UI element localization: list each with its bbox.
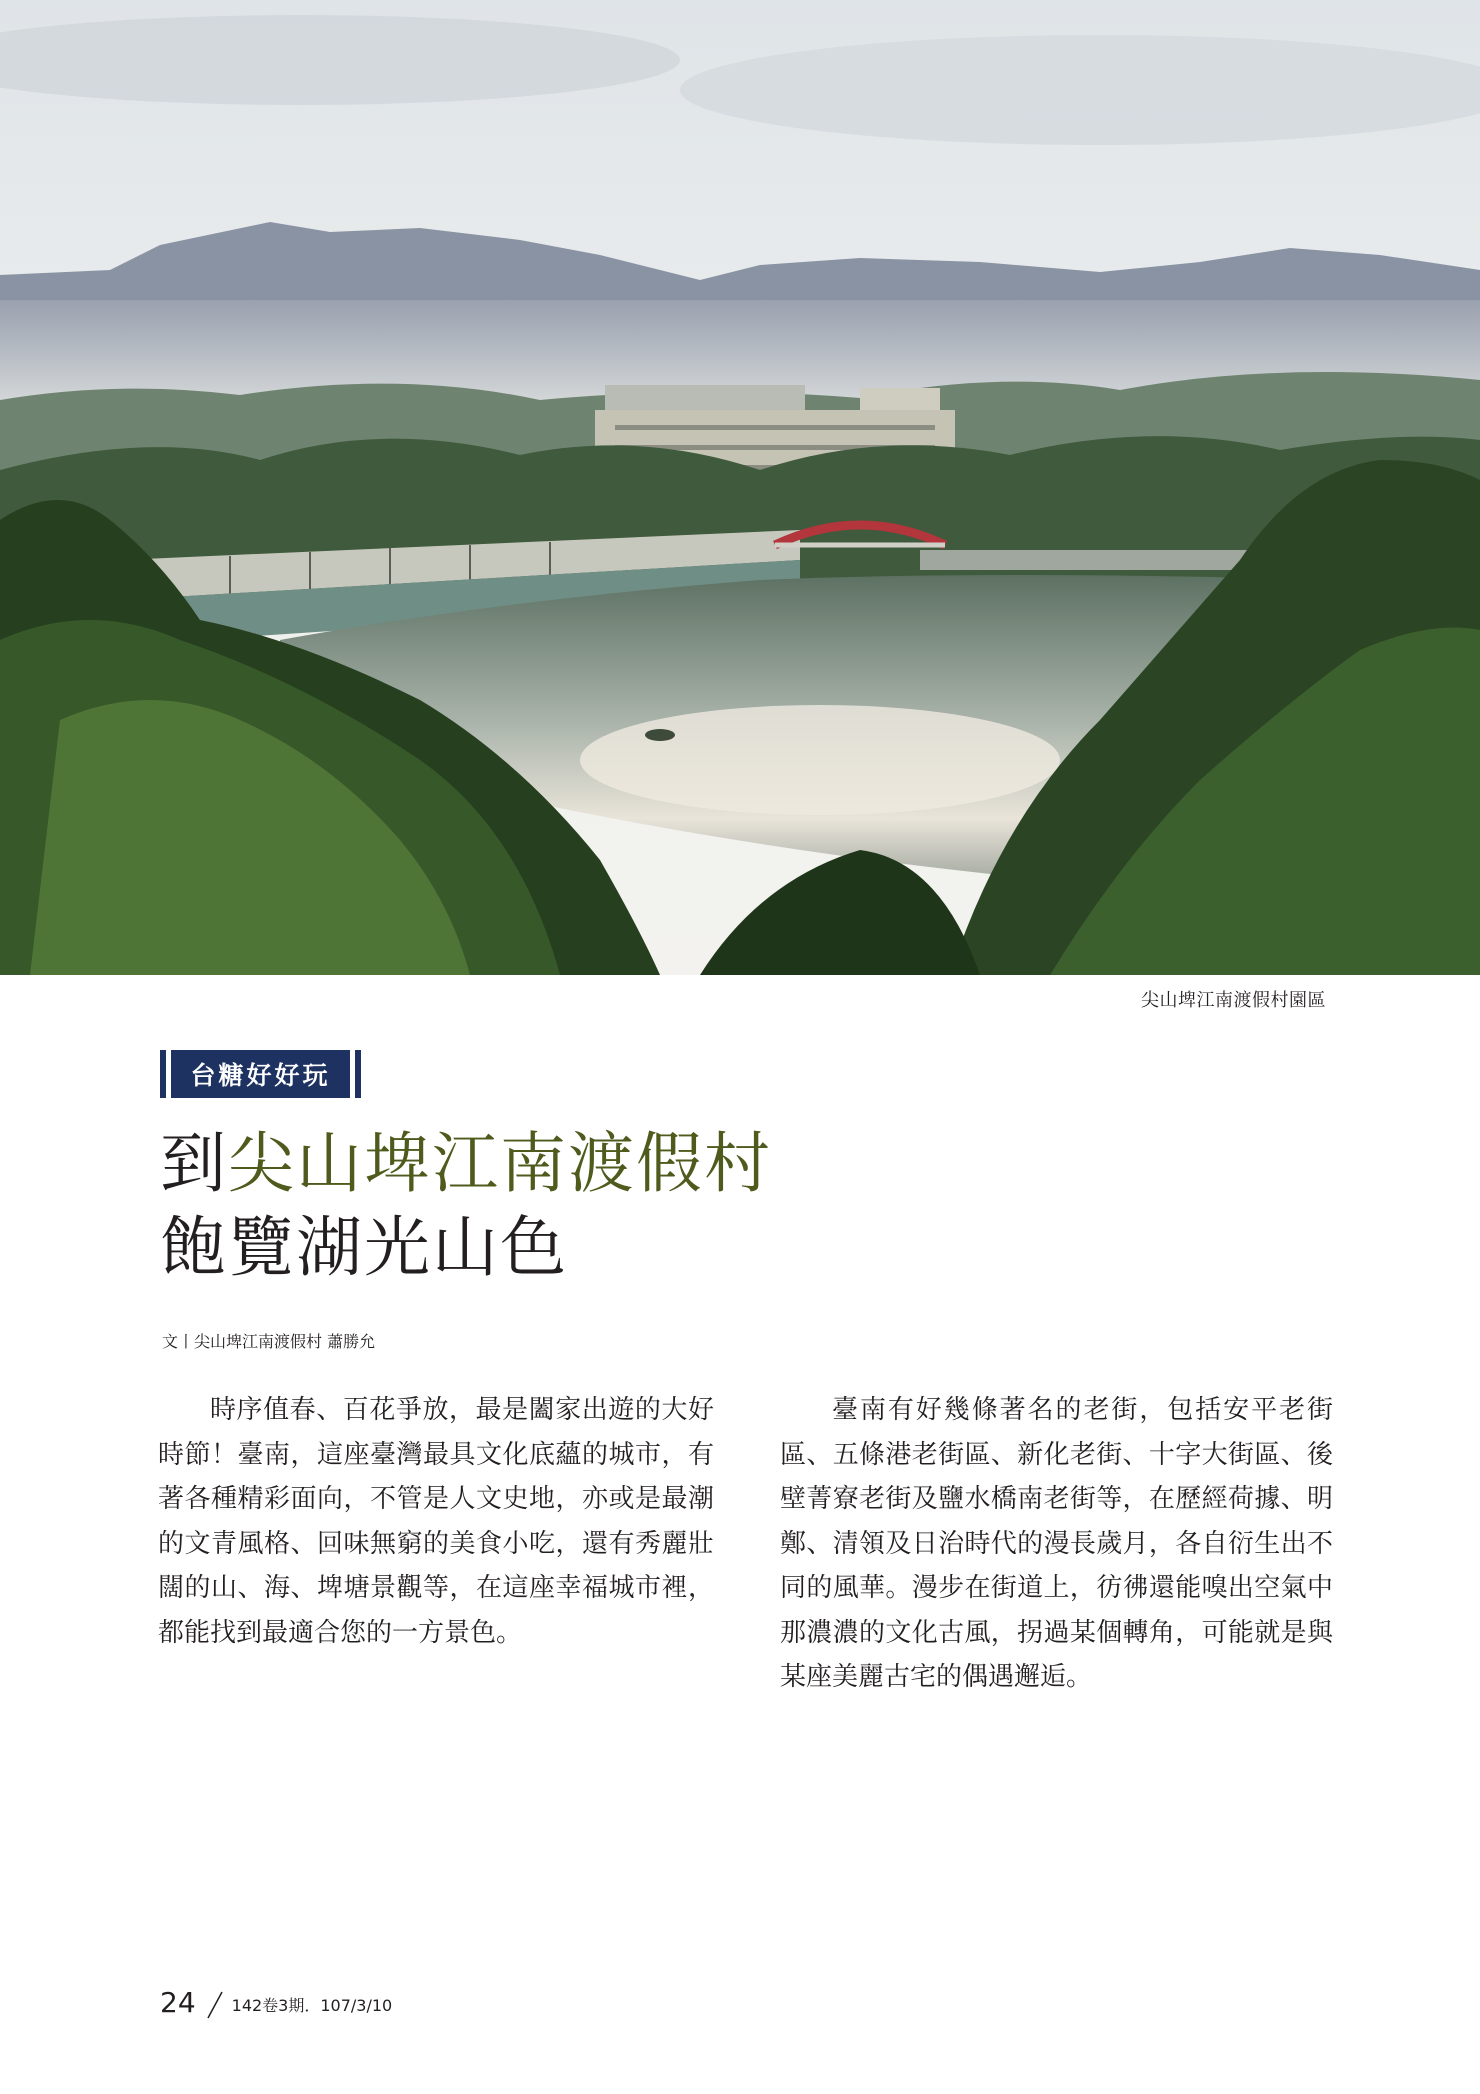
column-tag-label: 台糖好好玩 [190, 1061, 331, 1090]
byline: 文丨尖山埤江南渡假村 蕭勝允 [162, 1332, 376, 1351]
title-line-2: 飽覽湖光山色 [160, 1209, 568, 1286]
lake-landscape-illustration [0, 0, 1480, 975]
body-column-right: 臺南有好幾條著名的老街，包括安平老街區、五條港老街區、新化老街、十字大街區、後壁菁寮老街及鹽水橋南老街等，在歷經荷據、明鄭、清領及日治時代的漫長歲月，各自衍生出不同的風華。漫步在街道上，彷彿還能嗅出空氣中那濃濃的文化古風，拐過某個轉角，可能就是與某座美麗古宅的偶遇邂逅。 [780, 1395, 1333, 1692]
photo-caption: 尖山埤江南渡假村園區 [1141, 990, 1326, 1011]
page-number: 24 [160, 1986, 196, 2019]
column-tag [160, 1050, 361, 1098]
title-accent: 尖山埤江南渡假村 [228, 1125, 772, 1202]
title-prefix: 到 [160, 1125, 228, 1202]
article-title [160, 1122, 772, 1290]
hero-photo [0, 0, 1480, 975]
issue-info: 142卷3期．107/3/10 [231, 1996, 393, 2015]
title-line-1 [160, 1122, 772, 1206]
body-column-left: 時序值春、百花爭放，最是闔家出遊的大好時節！臺南，這座臺灣最具文化底蘊的城市，有著各種精彩面向，不管是人文史地，亦或是最潮的文青風格、回味無窮的美食小吃，還有秀麗壯闊的山、海、埤塘景觀等，在這座幸福城市裡，都能找到最適合您的一方景色。 [158, 1395, 714, 1648]
slash-divider-icon [206, 1991, 224, 2019]
page-footer [160, 1986, 392, 2019]
